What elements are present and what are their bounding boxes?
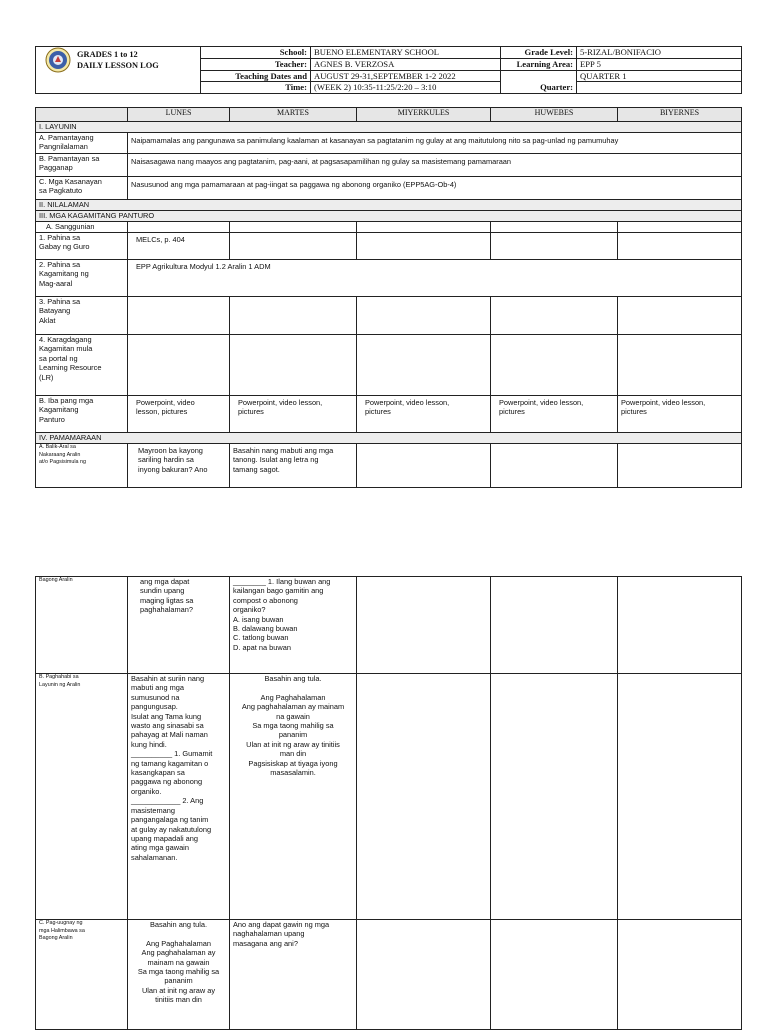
resource-cell — [230, 297, 357, 335]
lesson-log-table-page2 — [35, 576, 742, 1030]
school-label: School: — [201, 47, 311, 59]
row-label-karagdagang-kagamitan: 4. Karagdagang Kagamitan mula sa portal ng Learning Resource (LR) — [36, 335, 128, 396]
pamantayan-sa-pagganap-text: Naisasagawa nang maayos ang pagtatanim, pag-aani, at pagsasapamilihan ng gulay sa masistemang pamamaraan — [128, 154, 742, 177]
quarter-label: Quarter: — [501, 70, 577, 94]
resource-cell: Powerpoint, video lesson, pictures — [357, 396, 491, 433]
procedure-cell: Mayroon ba kayong sariling hardin sa inyong bakuran? Ano — [128, 444, 230, 488]
row-label-kasanayan-sa-pagkatuto: C. Mga Kasanayan sa Pagkatuto — [36, 177, 128, 200]
resource-cell: Powerpoint, video lesson, pictures — [128, 396, 230, 433]
procedure-cell — [491, 674, 618, 920]
procedure-cell — [357, 920, 491, 1030]
resource-cell — [491, 297, 618, 335]
row-label-batayang-aklat: 3. Pahina sa Batayang Aklat — [36, 297, 128, 335]
resource-cell-mag-aaral: EPP Agrikultura Modyul 1.2 Aralin 1 ADM — [128, 260, 742, 297]
dates-value-line2: (WEEK 2) 10:35-11:25/2:20 – 3:10 — [311, 82, 501, 94]
deped-seal-icon — [45, 47, 71, 73]
procedure-cell — [618, 444, 742, 488]
dll-title-line2: DAILY LESSON LOG — [77, 61, 159, 70]
day-header-biyernes: BIYERNES — [618, 108, 742, 122]
procedure-cell — [618, 674, 742, 920]
area-value: EPP 5 — [577, 58, 742, 70]
procedure-cell: Basahin at suriin nang mabuti ang mga sumusunod na pangungusap. Isulat ang Tama kung wasto ang sinasabi sa pahayag at Mali naman kung hindi. __________ 1. Gumamit ng tamang kagamitan o kasangkapan sa paggawa ng abonong organiko. ____________ 2. Ang masistemang pangangalaga ng tanim at gulay ay nakatutulong upang mapadali ang ating mga gawain sahalamanan. — [128, 674, 230, 920]
corner-cell — [36, 108, 128, 122]
procedure-cell-tula: Basahin ang tula. Ang Paghahalaman Ang paghahalaman ay mainam na gawain Sa mga taong mahilig sa pananim Ulan at init ng araw ay tinitiis man din — [128, 920, 230, 1030]
procedure-cell: ________ 1. Ilang buwan ang kailangan bago gamitin ang compost o abonong organiko? A. isang buwan B. dalawang buwan C. tatlong buwan D. apat na buwan — [230, 577, 357, 674]
procedure-cell: Basahin nang mabuti ang mga tanong. Isulat ang letra ng tamang sagot. — [230, 444, 357, 488]
grade-label: Grade Level: — [501, 47, 577, 59]
procedure-cell — [491, 444, 618, 488]
resource-cell — [491, 335, 618, 396]
resource-cell — [128, 335, 230, 396]
day-header-martes: MARTES — [230, 108, 357, 122]
area-label: Learning Area: — [501, 58, 577, 70]
resource-cell — [357, 233, 491, 260]
procedure-cell — [491, 577, 618, 674]
section-nilalaman: II. NILALAMAN — [36, 200, 742, 211]
section-layunin: I. LAYUNIN — [36, 122, 742, 133]
procedure-cell: Ano ang dapat gawin ng mga naghahalaman upang masagana ang ani? — [230, 920, 357, 1030]
time-label: Time: — [201, 82, 311, 94]
resource-cell — [230, 233, 357, 260]
resource-cell — [357, 335, 491, 396]
row-label-bagong-aralin: Bagong Aralin — [36, 577, 128, 674]
row-label-paghahabi: B. Paghahabi sa Layunin ng Aralin — [36, 674, 128, 920]
resource-cell: Powerpoint, video lesson, pictures — [491, 396, 618, 433]
row-label-kagamitan-mag-aaral: 2. Pahina sa Kagamitang ng Mag-aaral — [36, 260, 128, 297]
section-pamamaraan: IV. PAMAMARAAN — [36, 433, 742, 444]
grade-value: 5-RIZAL/BONIFACIO — [577, 47, 742, 59]
header-table — [35, 46, 742, 94]
kasanayan-sa-pagkatuto-text: Nasusunod ang mga pamamaraan at pag-iingat sa paggawa ng abonong organiko (EPP5AG-Ob-4) — [128, 177, 742, 200]
resource-cell — [618, 233, 742, 260]
procedure-cell — [357, 674, 491, 920]
procedure-cell-tula: Basahin ang tula. Ang Paghahalaman Ang paghahalaman ay mainam na gawain Sa mga taong mahilig sa pananim Ulan at init ng araw ay tinitiis man din Pagsisiskap at tiyaga iyong masasalamin. — [230, 674, 357, 920]
row-label-balik-aral: A. Balik-Aral sa Nakaraang Aralin at/o Pagsisimula ng — [36, 444, 128, 488]
cell — [230, 222, 357, 233]
teacher-value: AGNES B. VERZOSA — [311, 58, 501, 70]
resource-cell: MELCs, p. 404 — [128, 233, 230, 260]
row-label-pamantayang-pangnilalaman: A. Pamantayang Pangnilalaman — [36, 133, 128, 154]
procedure-cell — [491, 920, 618, 1030]
row-label-sanggunian: A. Sanggunian — [36, 222, 128, 233]
logo-cell — [36, 47, 201, 94]
procedure-cell — [357, 577, 491, 674]
section-kagamitan: III. MGA KAGAMITANG PANTURO — [36, 211, 742, 222]
procedure-cell — [618, 920, 742, 1030]
procedure-cell — [357, 444, 491, 488]
dates-value-line1: AUGUST 29-31,SEPTEMBER 1-2 2022 — [311, 70, 501, 82]
row-label-iba-pang-kagamitan: B. Iba pang mga Kagamitang Panturo — [36, 396, 128, 433]
resource-cell: Powerpoint, video lesson, pictures — [230, 396, 357, 433]
cell — [618, 222, 742, 233]
dates-label: Teaching Dates and — [201, 70, 311, 82]
quarter-value: QUARTER 1 — [577, 70, 742, 82]
cell — [491, 222, 618, 233]
resource-cell — [618, 297, 742, 335]
row-label-pag-uugnay: C. Pag-uugnay ng mga Halimbawa sa Bagong Aralin — [36, 920, 128, 1030]
row-label-pamantayan-sa-pagganap: B. Pamantayan sa Pagganap — [36, 154, 128, 177]
day-header-miyerkules: MIYERKULES — [357, 108, 491, 122]
teacher-label: Teacher: — [201, 58, 311, 70]
procedure-cell — [618, 577, 742, 674]
procedure-cell: ang mga dapat sundin upang maging ligtas sa paghahalaman? — [128, 577, 230, 674]
pamantayang-pangnilalaman-text: Naipamamalas ang pangunawa sa panimulang kaalaman at kasanayan sa pagtatanim ng gulay at ang maitutulong nito sa pag-unlad ng pamumuhay — [128, 133, 742, 154]
resource-cell — [357, 297, 491, 335]
dll-title-line1: GRADES 1 to 12 — [77, 50, 138, 59]
row-label-gabay-ng-guro: 1. Pahina sa Gabay ng Guro — [36, 233, 128, 260]
resource-cell — [491, 233, 618, 260]
day-header-huwebes: HUWEBES — [491, 108, 618, 122]
school-value: BUENO ELEMENTARY SCHOOL — [311, 47, 501, 59]
quarter-value-blank — [577, 82, 742, 94]
resource-cell — [618, 335, 742, 396]
resource-cell — [230, 335, 357, 396]
cell — [357, 222, 491, 233]
lesson-log-table-page1 — [35, 107, 742, 488]
resource-cell — [128, 297, 230, 335]
resource-cell: Powerpoint, video lesson, pictures — [618, 396, 742, 433]
cell — [128, 222, 230, 233]
day-header-lunes: LUNES — [128, 108, 230, 122]
